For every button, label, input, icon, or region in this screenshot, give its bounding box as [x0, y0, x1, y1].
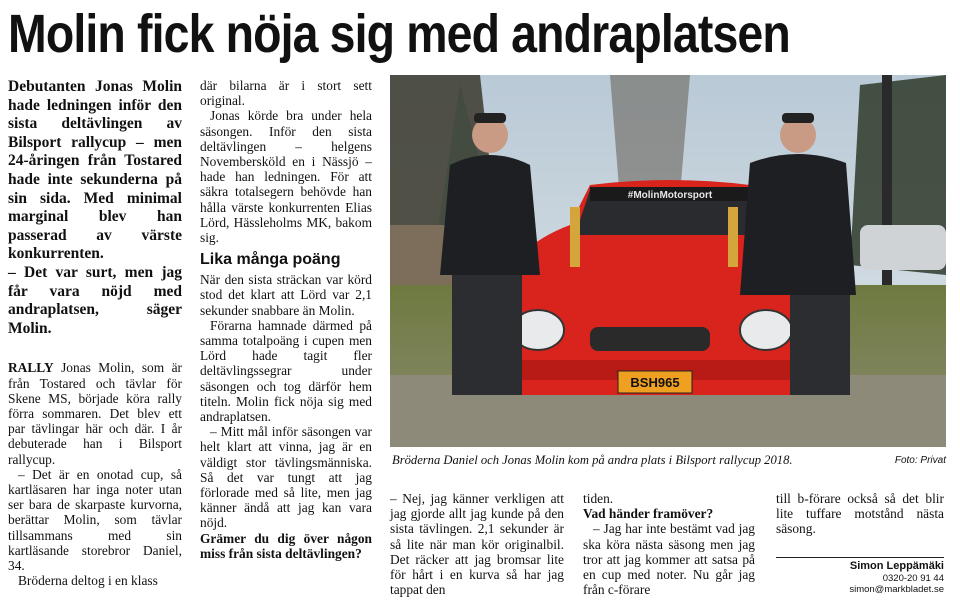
column-4	[583, 491, 755, 597]
photo-credit: Foto: Privat	[894, 455, 946, 466]
kicker: RALLY	[8, 360, 54, 376]
author-phone: 0320-20 91 44	[882, 573, 944, 584]
body-paragraph: tiden.	[583, 491, 614, 506]
article-photo	[390, 75, 946, 447]
column-2	[200, 78, 372, 561]
lead-paragraph	[8, 78, 182, 338]
body-paragraph: – Nej, jag känner verkligen att jag gjorde allt jag kunde på den sista tävlingen. 2,1 sekunder är så lite när man kör originalbil. Det räcker att jag bromsar lite för hårt i en kurva så har jag tappat den	[390, 491, 564, 598]
lead-text-2: – Det var surt, men jag får vara nöjd med andraplatsen, säger Molin.	[8, 263, 182, 337]
license-plate: BSH965	[630, 375, 680, 390]
subheading: Lika många poäng	[200, 251, 341, 269]
interview-question: Grämer du dig över någon miss från sista deltävlingen?	[200, 530, 372, 561]
body-paragraph: Jonas körde bra under hela säsongen. Inför den sista deltävlingen – helgens Novembersköld en i Nässjö – hade han ledningen. För att säkra totalsegern behövde han hålla värste konkurrenten Elias Lörd, Hässleholms MK, bakom sig.	[200, 108, 372, 246]
column-1	[8, 78, 182, 588]
photo-caption: Bröderna Daniel och Jonas Molin kom på andra plats i Bilsport rallycup 2018.	[392, 453, 793, 467]
windshield-banner: #MolinMotorsport	[627, 190, 713, 201]
byline	[776, 557, 944, 595]
column-3	[390, 491, 564, 597]
lead-text-1: Debutanten Jonas Molin hade ledningen inför den sista deltävlingen av Bilsport rallycup – men 24-åringen från Tostared hade inte sekunderna på sin sida. Med minimal marginal blev han passerad av värste konkurrenten.	[8, 78, 182, 263]
headline: Molin fick nöja sig med andraplatsen	[8, 4, 790, 64]
body-paragraph: till b-förare också så det blir lite tuffare motstånd nästa säsong.	[776, 491, 944, 537]
author-name: Simon Leppämäki	[849, 560, 944, 572]
photo-illustration	[390, 75, 946, 447]
body-paragraph: – Jag har inte bestämt vad jag ska köra nästa säsong men jag tror att jag kommer att satsa på en cup med noter. Nu går jag från c-förare	[583, 521, 755, 598]
column-5	[776, 491, 944, 537]
interview-question: Vad händer framöver?	[583, 506, 714, 522]
body-paragraph: När den sista sträckan var körd stod det klart att Lörd var 2,1 sekunder snabbare än Molin.	[200, 272, 372, 318]
body-paragraph: – Det är en onotad cup, så kartläsaren har inga noter utan ser bara de skarpaste kurvorna, berättar Molin, som tävlar tillsammans med sin kartläsande storebror Daniel, 34.	[8, 466, 182, 573]
author-email: simon@markbladet.se	[849, 584, 944, 595]
body-text: Jonas Molin, som är från Tostared och tävlar för Skene MS, började köra rally förra sommaren. Det blev ett par tävlingar här och där. I år debuterade han i Bilsport rallycup.	[8, 360, 182, 467]
body-paragraph	[8, 360, 182, 466]
body-paragraph: Förarna hamnade därmed på samma totalpoäng i cupen men Lörd hade tagit fler deltävlingssegrar under säsongen och tog därför hem titeln. Molin fick nöja sig med andraplatsen.	[200, 317, 372, 425]
body-paragraph: Bröderna deltog i en klass	[18, 573, 158, 589]
body-paragraph: – Mitt mål inför säsongen var helt klart att vinna, jag är en väldigt stor tävlingsmänniska. Så det var tungt att jag förlorade med så lite, men jag känner ändå att jag kan vara nöjd.	[200, 424, 372, 531]
body-paragraph: där bilarna är i stort sett original.	[200, 78, 372, 109]
